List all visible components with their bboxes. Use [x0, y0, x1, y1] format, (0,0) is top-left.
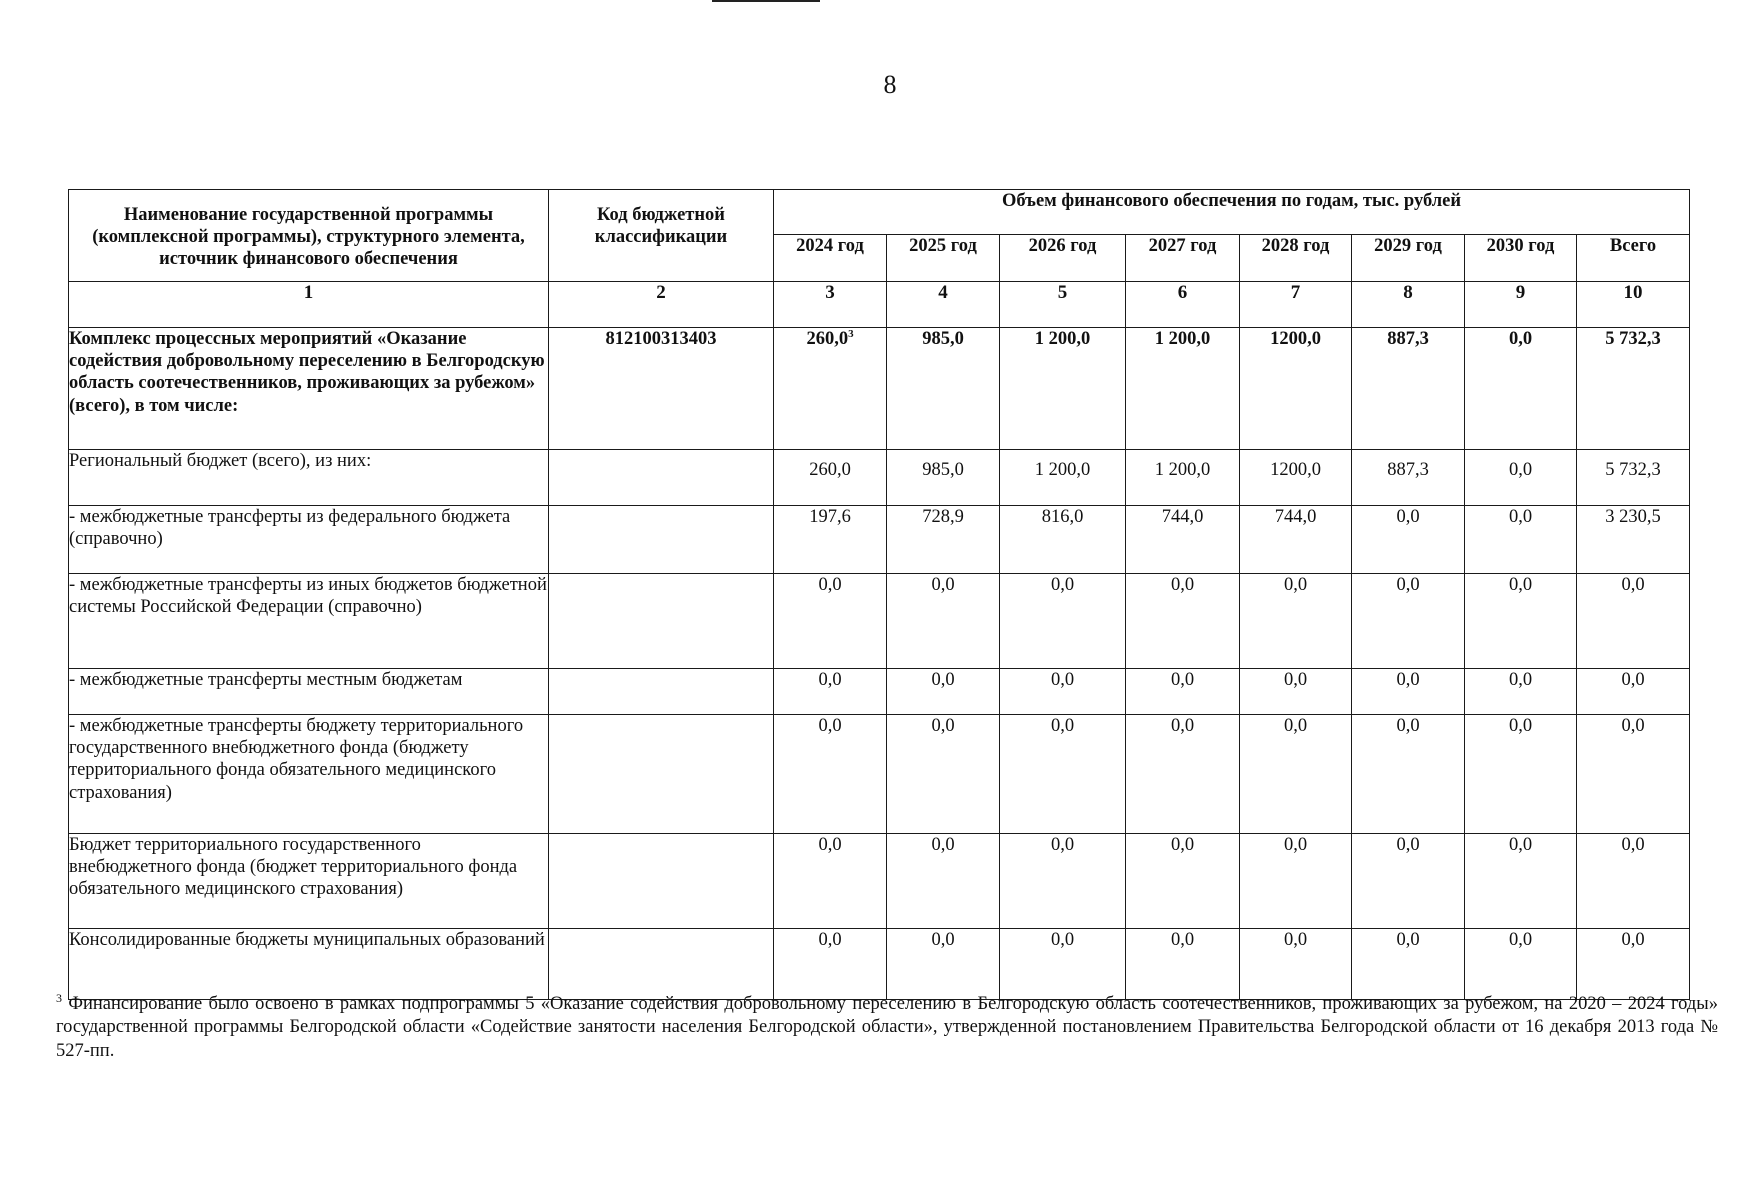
- value-cell: 0,0: [1465, 929, 1577, 1000]
- value-cell: 0,0: [1240, 669, 1352, 715]
- table-row: [69, 328, 1690, 450]
- value-cell: 0,0: [1126, 929, 1240, 1000]
- footnote-marker: 3: [56, 990, 62, 1005]
- value-cell: 0,0: [1126, 834, 1240, 929]
- column-numbers-row: [69, 282, 1690, 328]
- row-code: [549, 506, 774, 574]
- column-number: 4: [887, 282, 1000, 328]
- value-cell: 887,3: [1352, 328, 1465, 450]
- value-cell: 1 200,0: [1000, 450, 1126, 506]
- total-cell: 0,0: [1577, 715, 1690, 834]
- total-cell: 0,0: [1577, 929, 1690, 1000]
- value-cell: 0,0: [774, 834, 887, 929]
- value-cell: 0,0: [1352, 929, 1465, 1000]
- value-cell: 1200,0: [1240, 328, 1352, 450]
- column-number: 9: [1465, 282, 1577, 328]
- value-cell: 728,9: [887, 506, 1000, 574]
- header-year: 2025 год: [887, 235, 1000, 282]
- column-number: 1: [69, 282, 549, 328]
- value-cell: 0,0: [774, 574, 887, 669]
- value-cell: 0,0: [1000, 834, 1126, 929]
- header-name-column: Наименование государственной программы (комплексной программы), структурного элемента, источник финансового обеспечения: [69, 190, 549, 282]
- column-number: 7: [1240, 282, 1352, 328]
- value-cell: 0,0: [1240, 574, 1352, 669]
- value-cell: 0,0: [1465, 328, 1577, 450]
- row-name: - межбюджетные трансферты из федерального бюджета (справочно): [69, 506, 549, 574]
- row-name: Бюджет территориального государственного внебюджетного фонда (бюджет территориального фонда обязательного медицинского страхования): [69, 834, 549, 929]
- header-volume-group: Объем финансового обеспечения по годам, тыс. рублей: [774, 190, 1690, 235]
- value-cell: 0,0: [887, 669, 1000, 715]
- value-cell: 0,0: [1352, 715, 1465, 834]
- row-code: [549, 574, 774, 669]
- value-cell: 0,0: [1352, 834, 1465, 929]
- top-scan-mark: [712, 0, 820, 2]
- value-cell: 0,0: [1240, 929, 1352, 1000]
- value-cell: 0,0: [1126, 669, 1240, 715]
- value-cell: 0,0: [1000, 669, 1126, 715]
- row-name: Региональный бюджет (всего), из них:: [69, 450, 549, 506]
- value-cell: 1 200,0: [1126, 328, 1240, 450]
- value-cell: 0,0: [1000, 929, 1126, 1000]
- row-name: Консолидированные бюджеты муниципальных образований: [69, 929, 549, 1000]
- value-cell: 0,0: [887, 929, 1000, 1000]
- column-number: 6: [1126, 282, 1240, 328]
- row-code: [549, 834, 774, 929]
- value-text: 260,0: [806, 329, 849, 349]
- value-cell: 0,0: [1465, 669, 1577, 715]
- value-cell: 985,0: [887, 450, 1000, 506]
- header-year: 2030 год: [1465, 235, 1577, 282]
- value-cell: 0,0: [887, 834, 1000, 929]
- header-year: 2029 год: [1352, 235, 1465, 282]
- value-cell: 0,0: [887, 715, 1000, 834]
- row-code: [549, 929, 774, 1000]
- footnote-text: Финансирование было освоено в рамках подпрограммы 5 «Оказание содействия добровольному переселению в Белгородскую область соотечественников, проживающих за рубежом, на 2020 – 2024 годы» государственной программы Белгородской области «Содействие занятости населения Белгородской области», утвержденной постановлением Правительства Белгородской области от 16 декабря 2013 года № 527-пп.: [56, 994, 1718, 1061]
- table-row: [69, 506, 1690, 574]
- column-number: 2: [549, 282, 774, 328]
- table-row: [69, 450, 1690, 506]
- total-cell: 0,0: [1577, 669, 1690, 715]
- value-cell: 1 200,0: [1000, 328, 1126, 450]
- row-name: Комплекс процессных мероприятий «Оказание содействия добровольному переселению в Белгородскую область соотечественников, проживающих за рубежом» (всего), в том числе:: [69, 328, 549, 450]
- header-year: 2024 год: [774, 235, 887, 282]
- value-cell: 744,0: [1126, 506, 1240, 574]
- value-cell: 0,0: [1000, 574, 1126, 669]
- financing-table: [68, 189, 1690, 1000]
- total-cell: 0,0: [1577, 574, 1690, 669]
- total-cell: 5 732,3: [1577, 450, 1690, 506]
- total-cell: 0,0: [1577, 834, 1690, 929]
- column-number: 10: [1577, 282, 1690, 328]
- table-row: [69, 669, 1690, 715]
- footnote-ref: 3: [848, 327, 854, 340]
- value-cell: 0,0: [1465, 715, 1577, 834]
- row-name: - межбюджетные трансферты местным бюджетам: [69, 669, 549, 715]
- table-row: [69, 715, 1690, 834]
- value-cell: 0,0: [774, 669, 887, 715]
- value-cell: 197,6: [774, 506, 887, 574]
- column-number: 8: [1352, 282, 1465, 328]
- value-cell: 0,0: [774, 929, 887, 1000]
- value-cell: [774, 328, 887, 450]
- value-cell: 0,0: [1465, 834, 1577, 929]
- row-name: - межбюджетные трансферты из иных бюджетов бюджетной системы Российской Федерации (справочно): [69, 574, 549, 669]
- row-name: - межбюджетные трансферты бюджету территориального государственного внебюджетного фонда (бюджету территориального фонда обязательного медицинского страхования): [69, 715, 549, 834]
- value-cell: 1 200,0: [1126, 450, 1240, 506]
- table-row: [69, 574, 1690, 669]
- header-year: 2027 год: [1126, 235, 1240, 282]
- header-code-column: Код бюджетной классификации: [549, 190, 774, 282]
- value-cell: 0,0: [887, 574, 1000, 669]
- value-cell: 0,0: [774, 715, 887, 834]
- value-cell: 0,0: [1465, 506, 1577, 574]
- column-number: 3: [774, 282, 887, 328]
- value-cell: 816,0: [1000, 506, 1126, 574]
- table-row: [69, 929, 1690, 1000]
- value-cell: 887,3: [1352, 450, 1465, 506]
- total-cell: 3 230,5: [1577, 506, 1690, 574]
- table-header-row: [69, 190, 1690, 235]
- value-cell: 0,0: [1465, 450, 1577, 506]
- table-row: [69, 834, 1690, 929]
- value-cell: 0,0: [1352, 574, 1465, 669]
- value-cell: 0,0: [1240, 834, 1352, 929]
- value-cell: 1200,0: [1240, 450, 1352, 506]
- value-cell: 0,0: [1352, 669, 1465, 715]
- total-cell: 5 732,3: [1577, 328, 1690, 450]
- value-cell: 0,0: [1126, 574, 1240, 669]
- row-code: [549, 450, 774, 506]
- row-code: 812100313403: [549, 328, 774, 450]
- header-total: Всего: [1577, 235, 1690, 282]
- header-year: 2028 год: [1240, 235, 1352, 282]
- value-cell: 0,0: [1000, 715, 1126, 834]
- value-cell: 0,0: [1352, 506, 1465, 574]
- value-cell: 744,0: [1240, 506, 1352, 574]
- value-cell: 985,0: [887, 328, 1000, 450]
- value-cell: 0,0: [1465, 574, 1577, 669]
- header-year: 2026 год: [1000, 235, 1126, 282]
- value-cell: 260,0: [774, 450, 887, 506]
- value-cell: 0,0: [1240, 715, 1352, 834]
- page-number: 8: [883, 70, 897, 99]
- row-code: [549, 669, 774, 715]
- value-cell: 0,0: [1126, 715, 1240, 834]
- row-code: [549, 715, 774, 834]
- column-number: 5: [1000, 282, 1126, 328]
- footnote: [56, 990, 1718, 1063]
